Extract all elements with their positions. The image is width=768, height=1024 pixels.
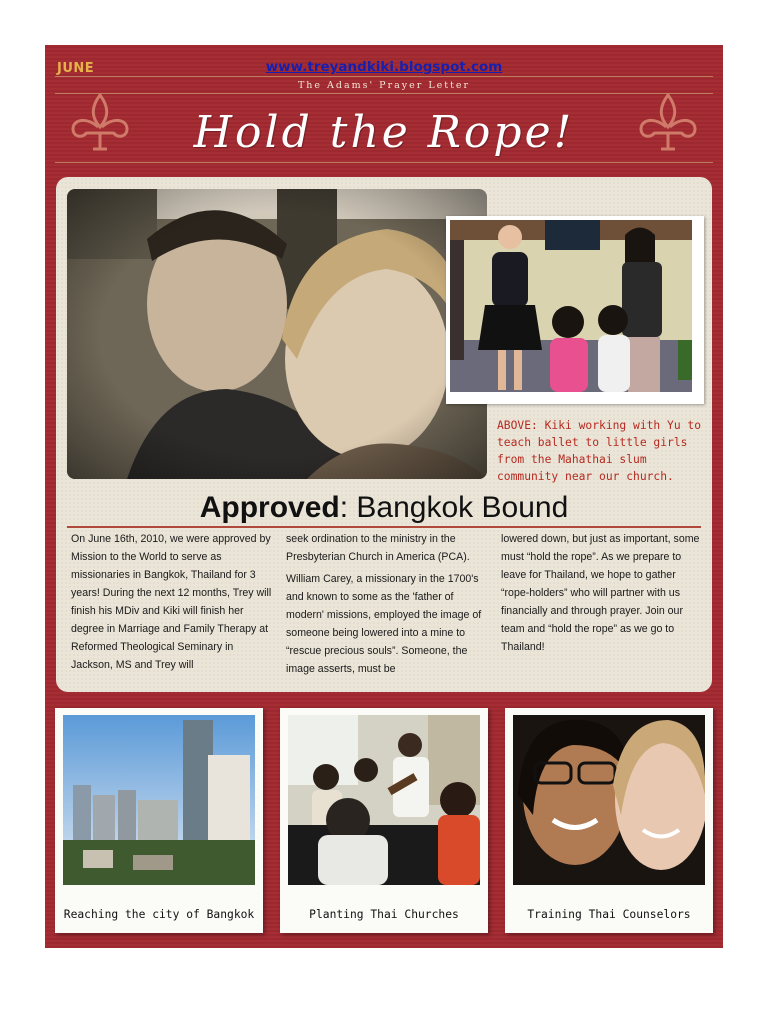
headline-rule xyxy=(67,526,701,528)
polaroid-caption: Training Thai Counselors xyxy=(527,908,691,921)
header-rule-top xyxy=(55,76,713,77)
column-paragraph: On June 16th, 2010, we were approved by Mission to the World to serve as missionaries in Bangkok, Thailand for 3 years! During the next 12 months, Trey will finish his MDiv and Kiki will finish her degree in Marriage and Family Therapy at Reformed Theological Seminary in Jackson, MS and Trey will xyxy=(71,533,272,671)
newsletter-page xyxy=(45,45,723,948)
month-label: JUNE xyxy=(57,61,95,76)
polaroid-caption: Planting Thai Churches xyxy=(309,908,459,921)
headline-rest: : Bangkok Bound xyxy=(339,491,569,524)
feature-headline xyxy=(45,491,723,525)
column-paragraph: William Carey, a missionary in the 1700's and known to some as the 'father of modern' missions, employed the image of someone being lowered into a mine to “rescue precious souls”. Someone, the image asserts, must be xyxy=(286,573,482,675)
column-paragraph: lowered down, but just as important, some must “hold the rope”. As we prepare to leave for Thailand, we hope to gather “rope-holders” who will partner with us financially and through prayer. Join our team and “hold the rope” as we go to Thailand! xyxy=(501,533,700,653)
bangkok-skyline-photo xyxy=(63,715,255,885)
header-rule-bottom xyxy=(55,162,713,163)
headline-bold: Approved xyxy=(199,491,340,524)
newsletter-subtitle: The Adams' Prayer Letter xyxy=(297,80,471,91)
photo-caption: ABOVE: Kiki working with Yu to teach ballet to little girls from the Mahathai slum community near our church. xyxy=(497,419,702,483)
blog-link[interactable]: www.treyandkiki.blogspot.com xyxy=(265,59,503,75)
header-rule-mid xyxy=(55,93,713,94)
article-column-3 xyxy=(501,530,706,660)
polaroid-churches xyxy=(280,708,488,933)
article-column-1 xyxy=(71,530,276,678)
counselors-photo xyxy=(513,715,705,885)
polaroid-bangkok xyxy=(55,708,263,933)
church-music-photo xyxy=(288,715,480,885)
ballet-class-photo xyxy=(446,216,704,404)
column-paragraph: seek ordination to the ministry in the Presbyterian Church in America (PCA). xyxy=(286,533,470,563)
article-column-2 xyxy=(286,530,491,682)
polaroid-counselors xyxy=(505,708,713,933)
newsletter-title: Hold the Rope! xyxy=(193,107,575,158)
couple-photo xyxy=(67,189,487,479)
polaroid-caption: Reaching the city of Bangkok xyxy=(63,908,255,921)
